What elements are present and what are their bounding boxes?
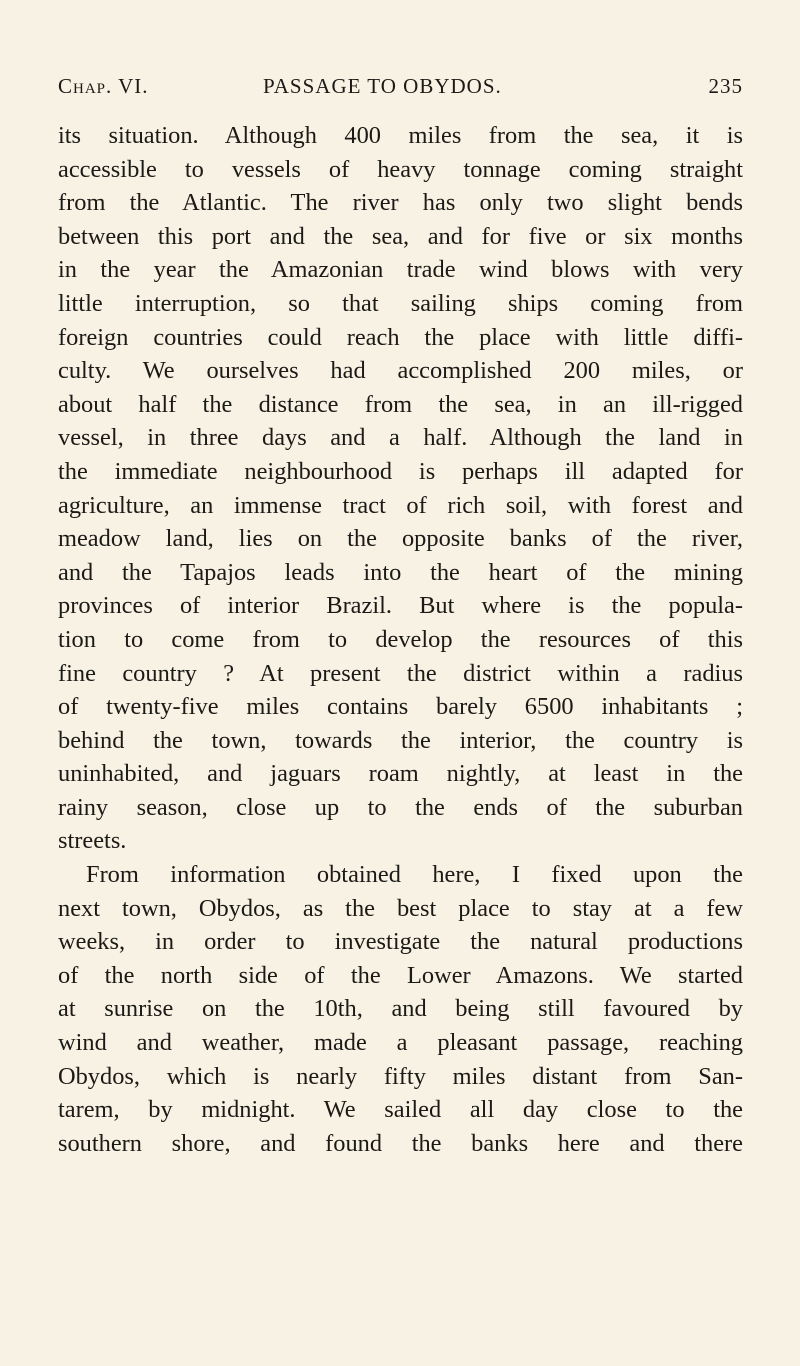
text-line: agriculture, an immense tract of rich soil, with forest and [58,491,743,519]
text-line: culty. We ourselves had accomplished 200 miles, or [58,357,743,385]
text-line: the immediate neighbourhood is perhaps ill adapted for [58,457,743,485]
text-line: and the Tapajos leads into the heart of the mining [58,558,743,586]
chapter-label: Chap. VI. [58,74,149,98]
text-line: meadow land, lies on the opposite banks of the river, [58,525,743,553]
running-title: PASSAGE TO OBYDOS. [263,74,502,98]
running-header [58,74,743,104]
text-line: accessible to vessels of heavy tonnage coming straight [58,155,743,183]
text-line: at sunrise on the 10th, and being still favoured by [58,995,743,1023]
text-line: of the north side of the Lower Amazons. We started [58,961,743,989]
text-line: little interruption, so that sailing ships coming from [58,289,743,317]
paragraph-end-line: streets. [58,827,127,855]
text-line: tion to come from to develop the resources of this [58,625,743,653]
text-line: foreign countries could reach the place with little diffi- [58,323,743,351]
text-line: wind and weather, made a pleasant passage, reaching [58,1029,743,1057]
text-line: Obydos, which is nearly fifty miles distant from San- [58,1062,743,1090]
text-line: in the year the Amazonian trade wind blows with very [58,256,743,284]
text-line: fine country ? At present the district within a radius [58,659,743,687]
text-line: about half the distance from the sea, in an ill-rigged [58,390,743,418]
text-line: rainy season, close up to the ends of the suburban [58,793,743,821]
page-number: 235 [708,74,743,98]
text-line: provinces of interior Brazil. But where is the popula- [58,592,743,620]
text-line: behind the town, towards the interior, the country is [58,726,743,754]
text-line: its situation. Although 400 miles from the sea, it is [58,122,743,149]
text-line: between this port and the sea, and for five or six months [58,222,743,250]
text-line: of twenty-five miles contains barely 6500 inhabitants ; [58,693,743,721]
paragraph-start-line: From information obtained here, I fixed upon the [86,861,743,889]
text-line: vessel, in three days and a half. Although the land in [58,424,743,452]
text-line: from the Atlantic. The river has only two slight bends [58,189,743,217]
body-text [58,119,743,1160]
text-line: tarem, by midnight. We sailed all day close to the [58,1096,743,1124]
text-line: weeks, in order to investigate the natural productions [58,928,743,956]
text-line: southern shore, and found the banks here and there [58,1129,743,1157]
text-line: next town, Obydos, as the best place to stay at a few [58,894,743,922]
text-line: uninhabited, and jaguars roam nightly, at least in the [58,760,743,788]
